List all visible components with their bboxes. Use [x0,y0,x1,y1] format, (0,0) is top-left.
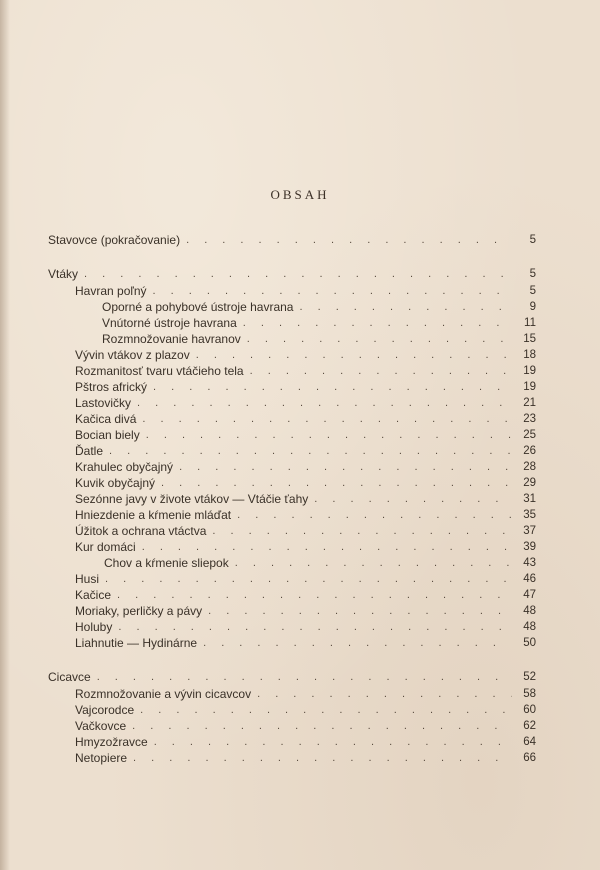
toc-leader-dots [299,300,512,315]
toc-entry-page: 25 [523,429,536,441]
toc-entry [48,315,536,331]
toc-leader-dots [186,233,512,248]
toc-leader-dots [118,620,512,635]
toc-entry-label: Sezónne javy v živote vtákov — Vtáčie ťahy [75,492,309,506]
toc-entry-label: Hniezdenie a kŕmenie mláďat [75,508,232,522]
toc-leader-dots [109,444,512,459]
toc-entry-label: Kur domáci [75,540,136,554]
toc-entry-label: Kuvik obyčajný [75,476,156,490]
toc-entry-page: 31 [523,493,536,505]
toc-entry-page: 29 [523,477,536,489]
toc-entry-label: Husi [75,572,100,586]
toc-entry-label: Úžitok a ochrana vtáctva [75,524,207,538]
toc-entry-label: Stavovce (pokračovanie) [48,233,181,247]
toc-leader-dots [247,332,512,347]
toc-entry [48,734,536,750]
toc-leader-dots [132,719,512,734]
toc-leader-dots [208,604,512,619]
toc-entry-page: 43 [523,557,536,569]
toc-entry-page: 26 [523,445,536,457]
toc-entry-page: 18 [523,349,536,361]
toc-leader-dots [133,751,512,766]
toc-entry-page: 64 [523,736,536,748]
toc-entry-label: Liahnutie — Hydinárne [75,636,198,650]
toc-entry-label: Vtáky [48,267,79,281]
toc-entry-label: Vývin vtákov z plazov [75,348,190,362]
toc-entry-label: Kačica divá [75,412,137,426]
toc-entry [48,539,536,555]
toc-entry-label: Chov a kŕmenie sliepok [104,556,229,570]
toc-entry [48,266,536,282]
toc-entry [48,347,536,363]
toc-leader-dots [196,348,512,363]
toc-entry-page: 21 [523,397,536,409]
toc-entry-page: 5 [529,285,536,297]
toc-entry-page: 50 [523,637,536,649]
toc-entry-page: 58 [523,688,536,700]
toc-entry-page: 15 [523,333,536,345]
toc-entry [48,379,536,395]
toc-entry-page: 48 [523,621,536,633]
toc-entry [48,427,536,443]
toc-entry [48,411,536,427]
toc-entry-label: Vnútorné ústroje havrana [102,316,237,330]
toc-leader-dots [237,508,512,523]
toc-leader-dots [105,572,512,587]
toc-entry [48,702,536,718]
toc-entry [48,523,536,539]
toc-entry-label: Vajcorodce [75,703,135,717]
toc-entry [48,635,536,651]
toc-entry-label: Netopiere [75,751,128,765]
toc-entry [48,718,536,734]
toc-entry [48,459,536,475]
toc-entry-label: Oporné a pohybové ústroje havrana [102,300,294,314]
toc-entry-label: Ďatle [75,444,104,458]
toc-entry-page: 48 [523,605,536,617]
toc-leader-dots [154,735,512,750]
toc-entry-page: 28 [523,461,536,473]
toc-entry [48,232,536,248]
toc-entry-label: Rozmnožovanie havranov [102,332,241,346]
toc-entry [48,443,536,459]
toc-entry-page: 5 [529,268,536,280]
toc-entry-page: 11 [524,317,536,329]
toc-entry [48,507,536,523]
toc-leader-dots [250,364,512,379]
toc-leader-dots [137,396,512,411]
toc-entry-page: 62 [523,720,536,732]
toc-entry-label: Vačkovce [75,719,127,733]
toc-entry-label: Cicavce [48,670,91,684]
toc-entry-page: 9 [529,301,536,313]
toc-entry-label: Pštros africký [75,380,148,394]
toc-entry-label: Krahulec obyčajný [75,460,174,474]
toc-entry-page: 52 [523,671,536,683]
toc-entry-page: 19 [523,381,536,393]
toc-entry [48,750,536,766]
toc-leader-dots [97,670,512,685]
toc-entry [48,299,536,315]
toc-leader-dots [235,556,512,571]
toc-entry [48,603,536,619]
toc-entry-label: Lastovičky [75,396,132,410]
toc-leader-dots [212,524,512,539]
toc-entry [48,491,536,507]
toc-entry [48,587,536,603]
toc-entry-label: Rozmanitosť tvaru vtáčieho tela [75,364,244,378]
toc-entry-label: Bocian biely [75,428,140,442]
toc-leader-dots [243,316,512,331]
toc-leader-dots [179,460,512,475]
toc-entry-label: Hmyzožravce [75,735,148,749]
toc-entry-page: 66 [523,752,536,764]
toc-entry-page: 60 [523,704,536,716]
toc-leader-dots [161,476,512,491]
toc-entry-label: Havran poľný [75,284,147,298]
toc-leader-dots [146,428,512,443]
toc-leader-dots [203,636,512,651]
page-title: OBSAH [270,187,330,202]
toc-entry [48,669,536,685]
toc-entry [48,619,536,635]
toc-entry [48,363,536,379]
toc-leader-dots [153,380,512,395]
page-spine-shadow [0,0,10,870]
toc-entry-page: 47 [523,589,536,601]
toc-entry-page: 23 [523,413,536,425]
toc-entry-label: Moriaky, perličky a pávy [75,604,203,618]
toc-leader-dots [142,412,512,427]
toc-leader-dots [257,687,512,702]
toc-leader-dots [84,267,512,282]
toc-entry-page: 19 [523,365,536,377]
toc-entry [48,331,536,347]
toc-entry-label: Kačice [75,588,112,602]
toc-leader-dots [142,540,512,555]
toc-leader-dots [117,588,512,603]
toc-entry-label: Rozmnožovanie a vývin cicavcov [75,687,252,701]
toc-leader-dots [314,492,512,507]
toc-entry-page: 5 [529,234,536,246]
toc-entry [48,571,536,587]
toc-leader-dots [153,284,512,299]
toc-entry [48,395,536,411]
toc-entry [48,555,536,571]
toc-entry-page: 39 [523,541,536,553]
toc-entry-page: 35 [523,509,536,521]
toc-entry [48,283,536,299]
toc-entry-label: Holuby [75,620,113,634]
toc-entry [48,475,536,491]
toc-entry-page: 37 [523,525,536,537]
toc-entry [48,686,536,702]
toc-leader-dots [140,703,512,718]
toc-entry-page: 46 [523,573,536,585]
